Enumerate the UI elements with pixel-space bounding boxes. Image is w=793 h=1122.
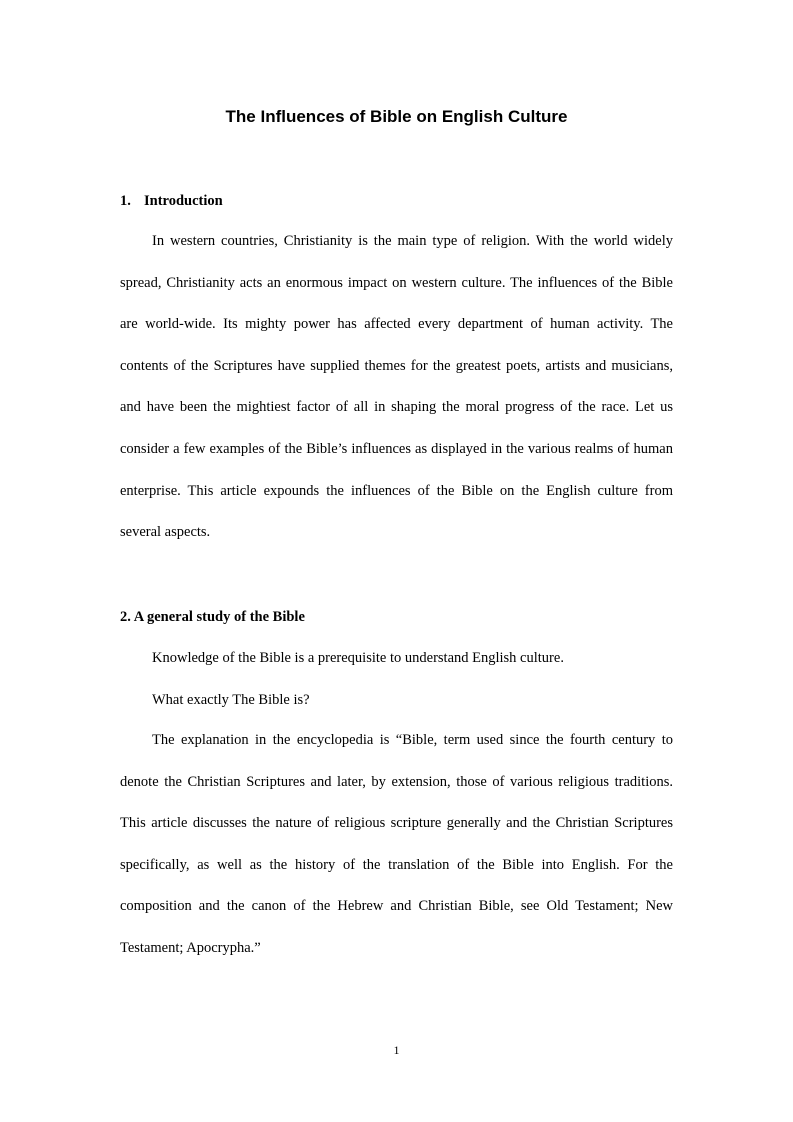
section-heading-introduction [120,191,223,211]
section-number: 1. [120,193,131,209]
paragraph-prerequisite: Knowledge of the Bible is a prerequisite to understand English culture. [152,650,564,666]
section-title: A general study of the Bible [133,609,305,625]
section-title: Introduction [144,193,223,209]
paragraph-encyclopedia-quote: The explanation in the encyclopedia is “Bible, term used since the fourth century to denote the Christian Scriptures and later, by extension, those of various religious traditions. This article discusses the nature of religious scripture generally and the Christian Scriptures specifically, as well as the history of the translation of the Bible into English. For the composition and the canon of the Hebrew and Christian Bible, see Old Testament; New Testament; Apocrypha.” [120,732,673,956]
paragraph-introduction: In western countries, Christianity is the main type of religion. With the world widely spread, Christianity acts an enormous impact on western culture. The influences of the Bible are world-wide. Its mighty power has affected every department of human activity. The contents of the Scriptures have supplied themes for the greatest poets, artists and musicians, and have been the mightiest factor of all in shaping the moral progress of the race. Let us consider a few examples of the Bible’s influences as displayed in the various realms of human enterprise. This article expounds the influences of the Bible on the English culture from several aspects. [120,233,673,541]
section-heading-general-study [120,607,305,627]
paragraph-question: What exactly The Bible is? [152,692,310,708]
page-number: 1 [393,1043,400,1057]
section-number: 2. [120,609,131,625]
document-title: The Influences of Bible on English Culture [225,107,568,126]
